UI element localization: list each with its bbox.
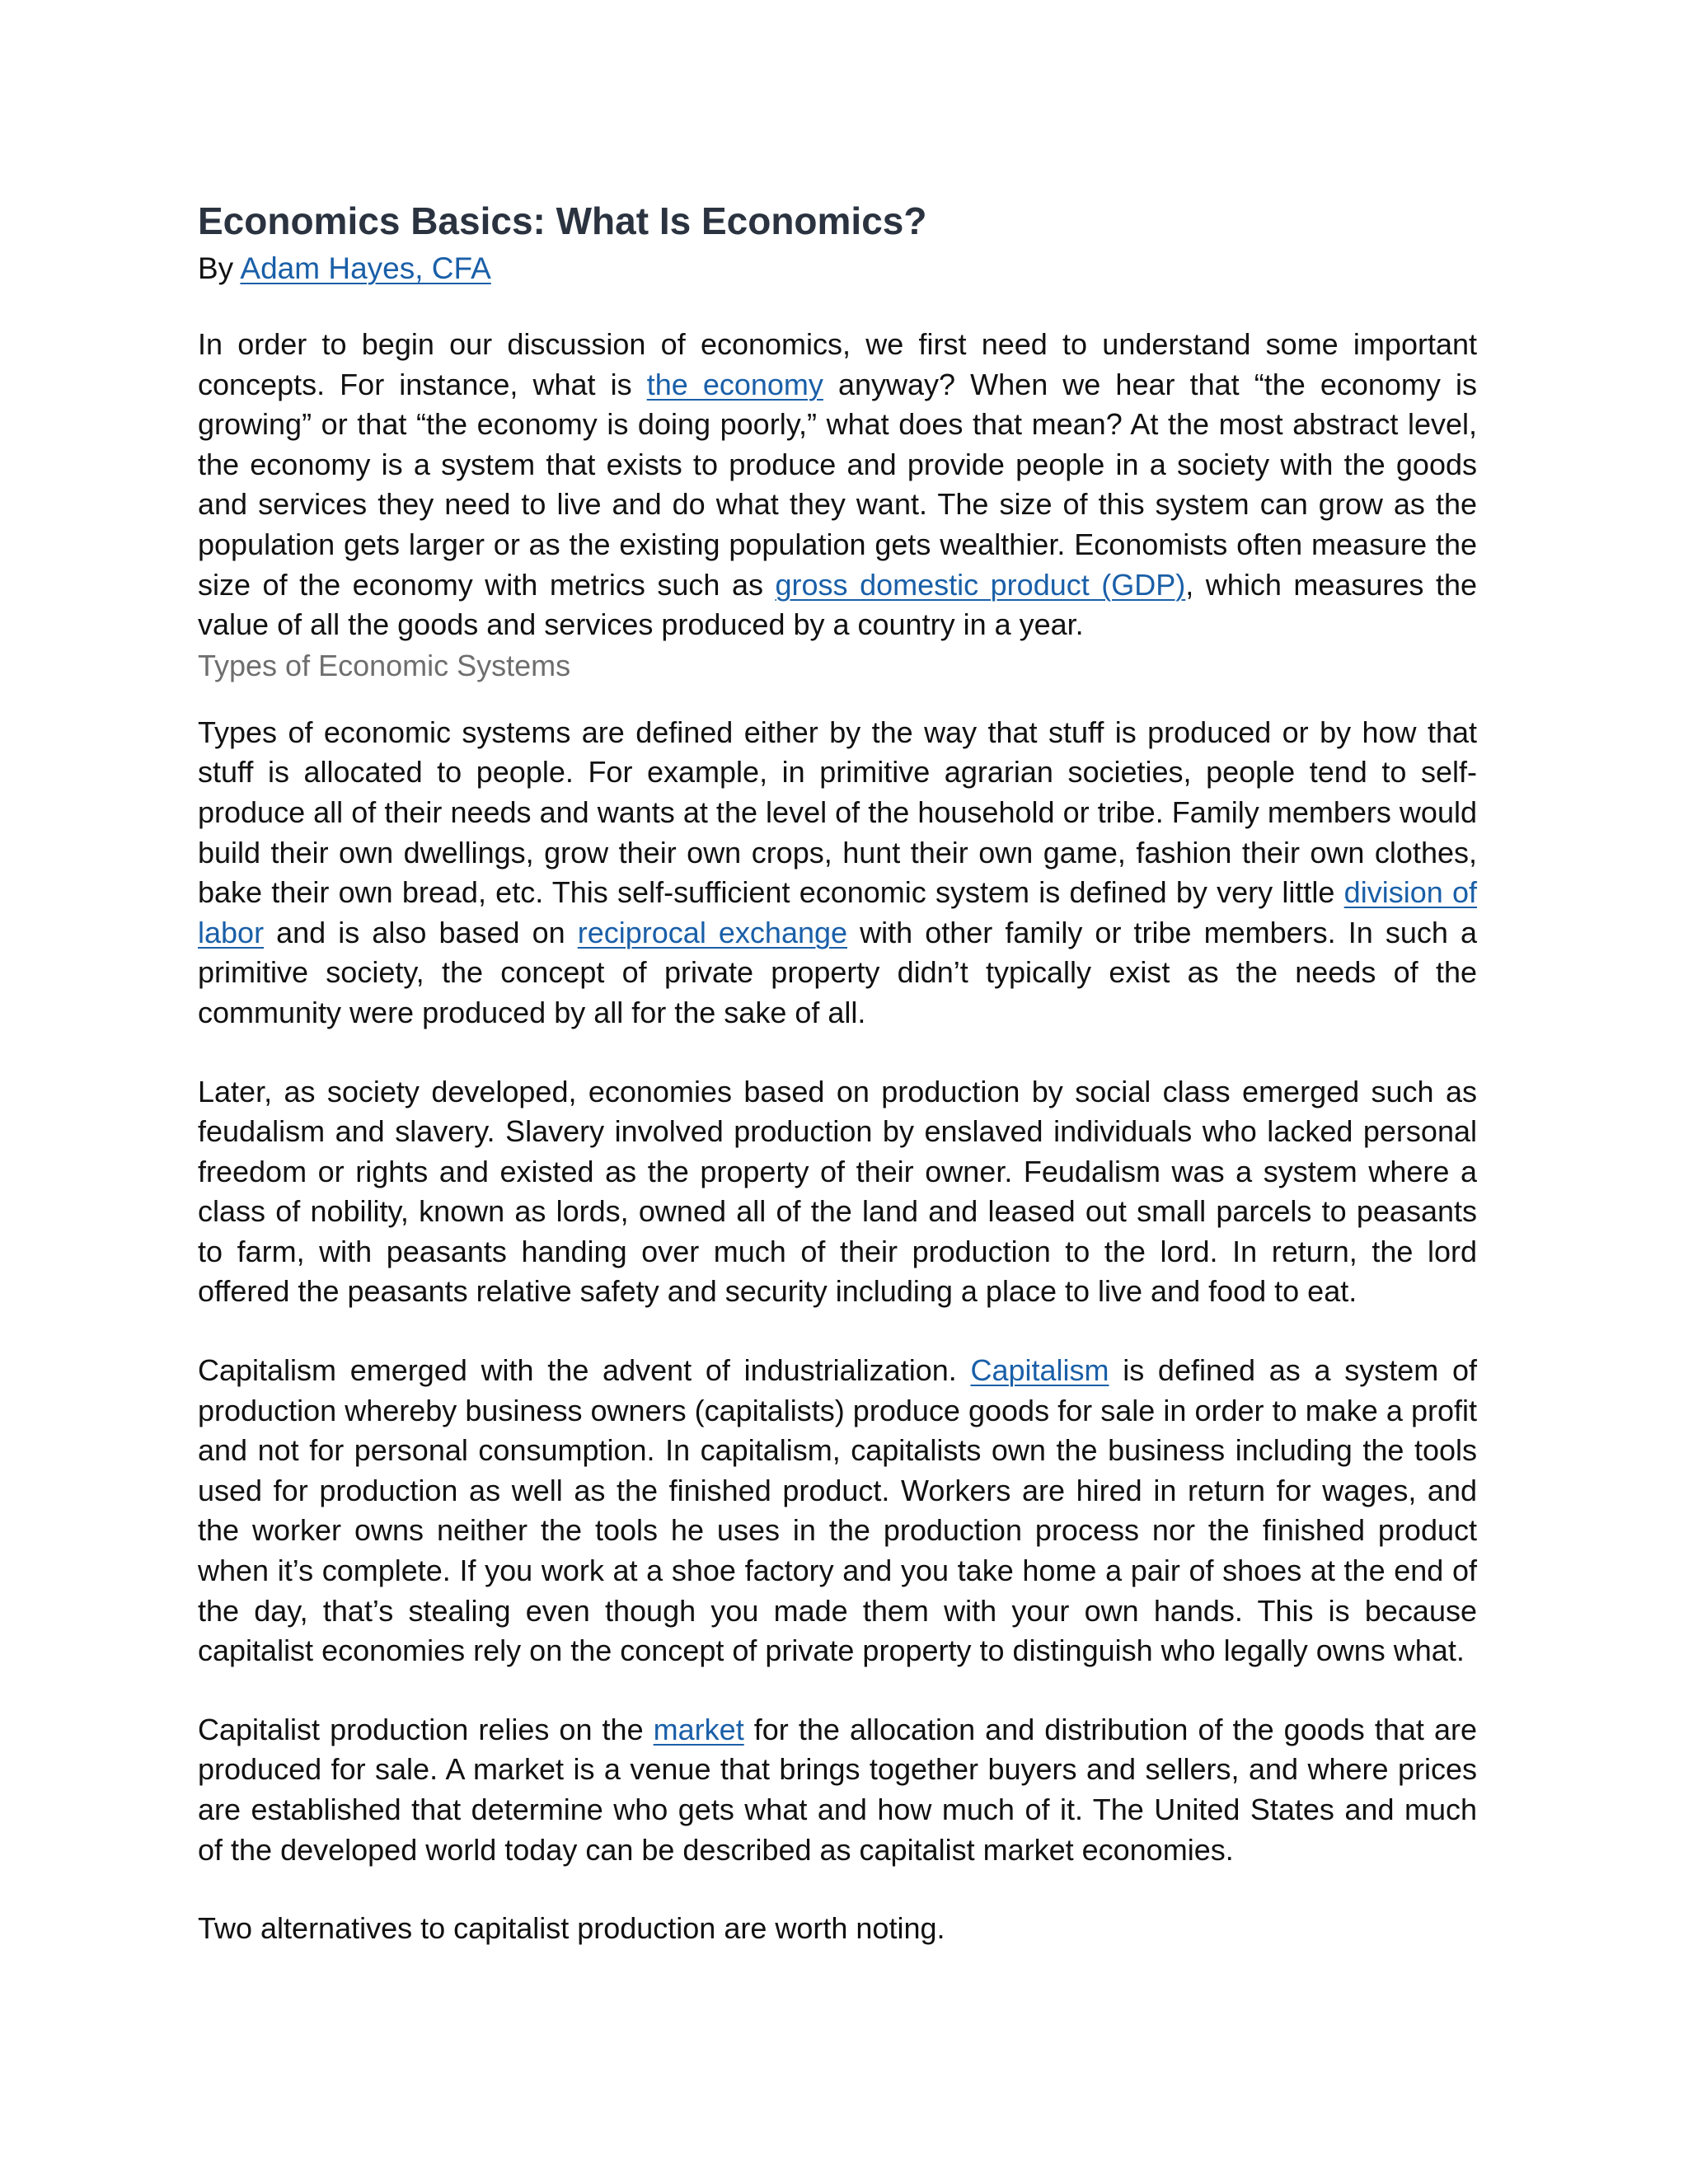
- paragraph-text: is defined as a system of production whereby business owners (capitalists) produce goods for sale in order to make a profit and not for personal consumption. In capitalism, capitalists own the business including the tools used for production as well as the finished product. Workers are hired in return for wages, and the worker owns neither the tools he uses in the production process nor the finished product when it’s complete. If you work at a shoe factory and you take home a pair of shoes at the end of the day, that’s stealing even though you made them with your own hands. This is because capitalist economies rely on the concept of private property to distinguish who legally owns what.: [198, 1353, 1477, 1668]
- paragraph-text: Capitalist production relies on the: [198, 1712, 654, 1746]
- division-of-labor-link[interactable]: division of labor: [198, 875, 1477, 949]
- paragraph-text: Later, as society developed, economies based on production by social class emerged such as feudalism and slavery. Slavery involved production by enslaved individuals who lacked personal freedom or rights and existed as the property of their owner. Feudalism was a system where a class of nobility, known as lords, owned all of the land and leased out small parcels to peasants to farm, with peasants handing over much of their production to the lord. In return, the lord offered the peasants relative safety and security including a place to live and food to eat.: [198, 1074, 1477, 1309]
- gdp-link[interactable]: gross domestic product (GDP): [775, 567, 1186, 602]
- capitalism-link[interactable]: Capitalism: [970, 1353, 1109, 1388]
- paragraph-text: Types of economic systems are defined either by the way that stuff is produced or by how that stuff is allocated to people. For example, in primitive agrarian societies, people tend to self-produce all of their needs and wants at the level of the household or tribe. Family members would build their own dwellings, grow their own crops, hunt their own game, fashion their own clothes, bake their own bread, etc. This self-sufficient economic system is defined by very little: [198, 715, 1477, 910]
- market-link[interactable]: market: [653, 1712, 744, 1746]
- author-link[interactable]: Adam Hayes, CFA: [240, 251, 491, 285]
- paragraph-text: with other family or tribe members. In such a primitive society, the concept of private property didn’t typically exist as the needs of the community were produced by all for the sake of all.: [198, 915, 1477, 1029]
- article-title: Economics Basics: What Is Economics?: [198, 199, 927, 242]
- paragraph-text: Two alternatives to capitalist production are worth noting.: [198, 1911, 945, 1946]
- byline-prefix: By: [198, 251, 241, 285]
- byline: [198, 249, 1477, 288]
- paragraph-capitalism: [198, 1351, 1477, 1671]
- paragraph-text: anyway? When we hear that “the economy is growing” or that “the economy is doing poorly,” what does that mean? At the most abstract level, the economy is a system that exists to produce and provide people in a society with the goods and services they need to live and do what they want. The size of this system can grow as the population gets larger or as the existing population gets wealthier. Economists often measure the size of the economy with metrics such as: [198, 367, 1477, 602]
- the-economy-link[interactable]: the economy: [646, 367, 823, 401]
- paragraph-text: Capitalism emerged with the advent of industrialization.: [198, 1353, 971, 1388]
- reciprocal-exchange-link[interactable]: reciprocal exchange: [577, 915, 848, 949]
- paragraph-market: [198, 1710, 1477, 1870]
- paragraph-feudalism: [198, 1072, 1477, 1313]
- document-page: [198, 194, 1477, 1949]
- paragraph-text: , which measures the value of all the goods and services produced by a country in a year.: [198, 567, 1478, 642]
- paragraph-economic-systems: [198, 713, 1477, 1033]
- paragraph-text: and is also based on: [264, 915, 578, 949]
- section-heading: Types of Economic Systems: [198, 648, 571, 682]
- paragraph-text: In order to begin our discussion of economics, we first need to understand some important concepts. For instance, what is: [198, 327, 1477, 401]
- paragraph-alternatives: [198, 1909, 1477, 1949]
- paragraph-text: for the allocation and distribution of the goods that are produced for sale. A market is a venue that brings together buyers and sellers, and where prices are established that determine who gets what and how much of it. The United States and much of the developed world today can be described as capitalist market economies.: [198, 1712, 1477, 1867]
- paragraph-intro: [198, 325, 1477, 645]
